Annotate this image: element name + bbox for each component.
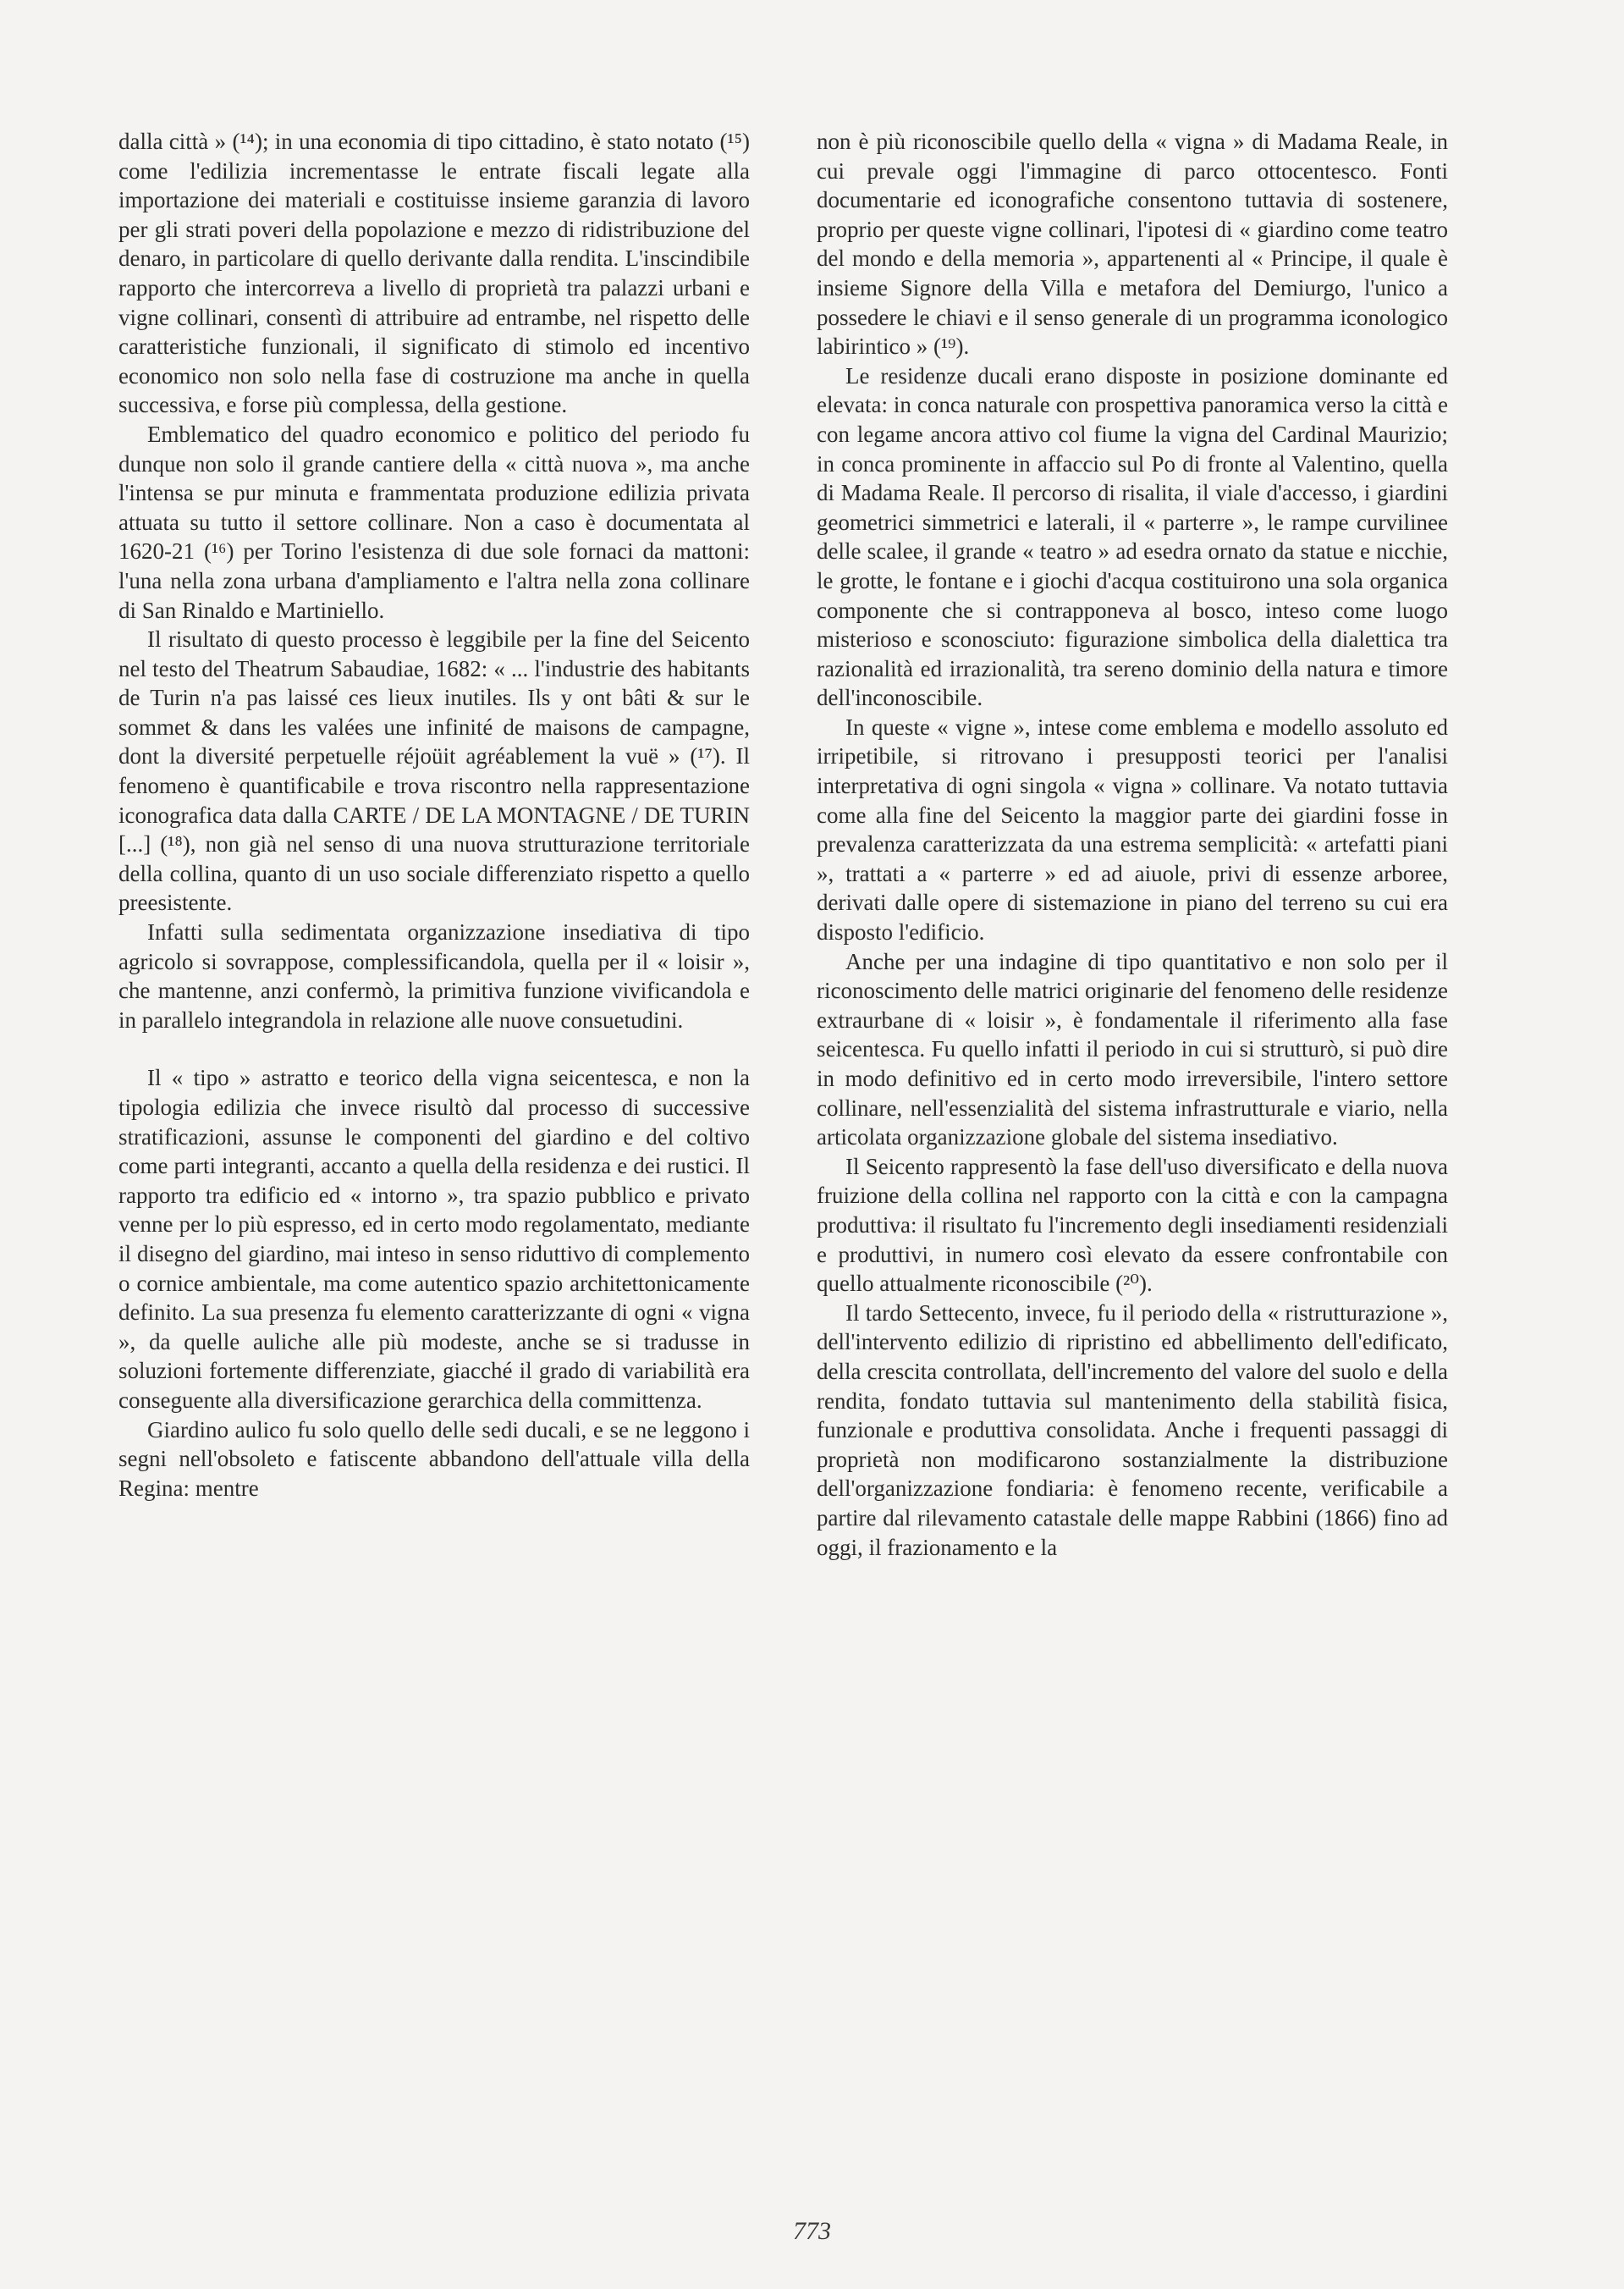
- right-text-column: [817, 127, 1448, 1562]
- paragraph: Il risultato di questo processo è leggibile per la fine del Seicento nel testo del Theatrum Sabaudiae, 1682: « ... l'industrie des habitants de Turin n'a pas laissé ces lieux inutiles. Ils y ont bâti & sur le sommet & dans les valées une infinité de maisons de campagne, dont la diversité perpetuelle réjoüit agréablement la vuë » (¹⁷). Il fenomeno è quantificabile e trova riscontro nella rappresentazione iconografica data dalla CARTE / DE LA MONTAGNE / DE TURIN [...] (¹⁸), non già nel senso di una nuova strutturazione territoriale della collina, quanto di un uso sociale differenziato rispetto a quello preesistente.: [118, 626, 750, 916]
- paragraph: Il tardo Settecento, invece, fu il periodo della « ristrutturazione », dell'intervento edilizio di ripristino ed abbellimento dell'edificato, della crescita controllata, dell'incremento del valore del suolo e della rendita, fondato tuttavia sul mantenimento della stabilità fisica, funzionale e produttiva consolidata. Anche i frequenti passaggi di proprietà non modificarono sostanzialmente la distribuzione dell'organizzazione fondiaria: è fenomeno recente, verificabile a partire dal rilevamento catastale delle mappe Rabbini (1866) fino ad oggi, il frazionamento e la: [817, 1299, 1448, 1560]
- paragraph: Il « tipo » astratto e teorico della vigna seicentesca, e non la tipologia edilizia che invece risultò dal processo di successive stratificazioni, assunse le componenti del giardino e del coltivo come parti integranti, accanto a quella della residenza e dei rustici. Il rapporto tra edificio ed « intorno », tra spazio pubblico e privato venne per lo più espresso, ed in certo modo regolamentato, mediante il disegno del giardino, mai inteso in senso riduttivo di complemento o cornice ambientale, ma come autentico spazio architettonicamente definito. La sua presenza fu elemento caratterizzante di ogni « vigna », da quelle auliche alle più modeste, anche se si tradusse in soluzioni fortemente differenziate, giacché il grado di variabilità era conseguente alla diversificazione gerarchica della committenza.: [118, 1065, 750, 1413]
- paragraph: Anche per una indagine di tipo quantitativo e non solo per il riconoscimento delle matrici originarie del fenomeno delle residenze extraurbane di « loisir », è fondamentale il riferimento alla fase seicentesca. Fu quello infatti il periodo in cui si strutturò, si può dire in modo definitivo ed in certo modo irreversibile, l'intero settore collinare, nell'essenzialità del sistema infrastrutturale e viario, nella articolata organizzazione globale del sistema insediativo.: [817, 948, 1448, 1150]
- page-number: 773: [793, 2217, 831, 2245]
- paragraph: dalla città » (¹⁴); in una economia di tipo cittadino, è stato notato (¹⁵) come l'edilizia incrementasse le entrate fiscali legate alla importazione dei materiali e costituisse insieme garanzia di lavoro per gli strati poveri della popolazione e mezzo di ridistribuzione del denaro, in particolare di quello derivante dalla rendita. L'inscindibile rapporto che intercorreva a livello di proprietà tra palazzi urbani e vigne collinari, consentì di attribuire ad entrambe, nel rispetto delle caratteristiche funzionali, il significato di stimolo ed incentivo economico non solo nella fase di costruzione ma anche in quella successiva, e forse più complessa, della gestione.: [118, 129, 750, 418]
- paragraph: In queste « vigne », intese come emblema e modello assoluto ed irripetibile, si ritrovano i presupposti teorici per l'analisi interpretativa di ogni singola « vigna » collinare. Va notato tuttavia come alla fine del Seicento la maggior parte dei giardini fosse in prevalenza caratterizzata da una estrema semplicità: « artefatti piani », trattati a « parterre » ed ad aiuole, privi di essenze arboree, derivati dalle opere di sistemazione in piano del terreno su cui era disposto l'edificio.: [817, 714, 1448, 946]
- paragraph: Giardino aulico fu solo quello delle sedi ducali, e se ne leggono i segni nell'obsoleto e fatiscente abbandono dell'attuale villa della Regina: mentre: [118, 1416, 750, 1501]
- left-text-column: [118, 127, 750, 1503]
- paragraph: non è più riconoscibile quello della « vigna » di Madama Reale, in cui prevale oggi l'immagine di parco ottocentesco. Fonti documentarie ed iconografiche consentono tuttavia di sostenere, proprio per queste vigne collinari, l'ipotesi di « giardino come teatro del mondo e della memoria », appartenenti al « Principe, il quale è insieme Signore della Villa e metafora del Demiurgo, l'unico a possedere le chiavi e il senso generale di un programma iconologico labirintico » (¹⁹).: [817, 129, 1448, 360]
- paragraph: Il Seicento rappresentò la fase dell'uso diversificato e della nuova fruizione della collina nel rapporto con la città e con la campagna produttiva: il risultato fu l'incremento degli insediamenti residenziali e produttivi, in numero così elevato da essere confrontabile con quello attualmente riconoscibile (²⁰).: [817, 1153, 1448, 1297]
- paragraph: Le residenze ducali erano disposte in posizione dominante ed elevata: in conca naturale con prospettiva panoramica verso la città e con legame ancora attivo col fiume la vigna del Cardinal Maurizio; in conca prominente in affaccio sul Po di fronte al Valentino, quella di Madama Reale. Il percorso di risalita, il viale d'accesso, i giardini geometrici simmetrici e laterali, il « parterre », le rampe curvilinee delle scalee, il grande « teatro » ad esedra ornato da statue e nicchie, le grotte, le fontane e i giochi d'acqua costituirono una sola organica componente che si contrapponeva al bosco, inteso come luogo misterioso e sconosciuto: figurazione simbolica della dialettica tra razionalità ed irrazionalità, tra sereno dominio della natura e timore dell'inconoscibile.: [817, 362, 1448, 711]
- paragraph: Infatti sulla sedimentata organizzazione insediativa di tipo agricolo si sovrappose, complessificandola, quella per il « loisir », che mantenne, anzi confermò, la primitiva funzione vivificandola e in parallelo integrandola in relazione alle nuove consuetudini.: [118, 919, 750, 1033]
- paragraph: Emblematico del quadro economico e politico del periodo fu dunque non solo il grande cantiere della « città nuova », ma anche l'intensa se pur minuta e frammentata produzione edilizia privata attuata su tutto il settore collinare. Non a caso è documentata al 1620-21 (¹⁶) per Torino l'esistenza di due sole fornaci da mattoni: l'una nella zona urbana d'ampliamento e l'altra nella zona collinare di San Rinaldo e Martiniello.: [118, 421, 750, 623]
